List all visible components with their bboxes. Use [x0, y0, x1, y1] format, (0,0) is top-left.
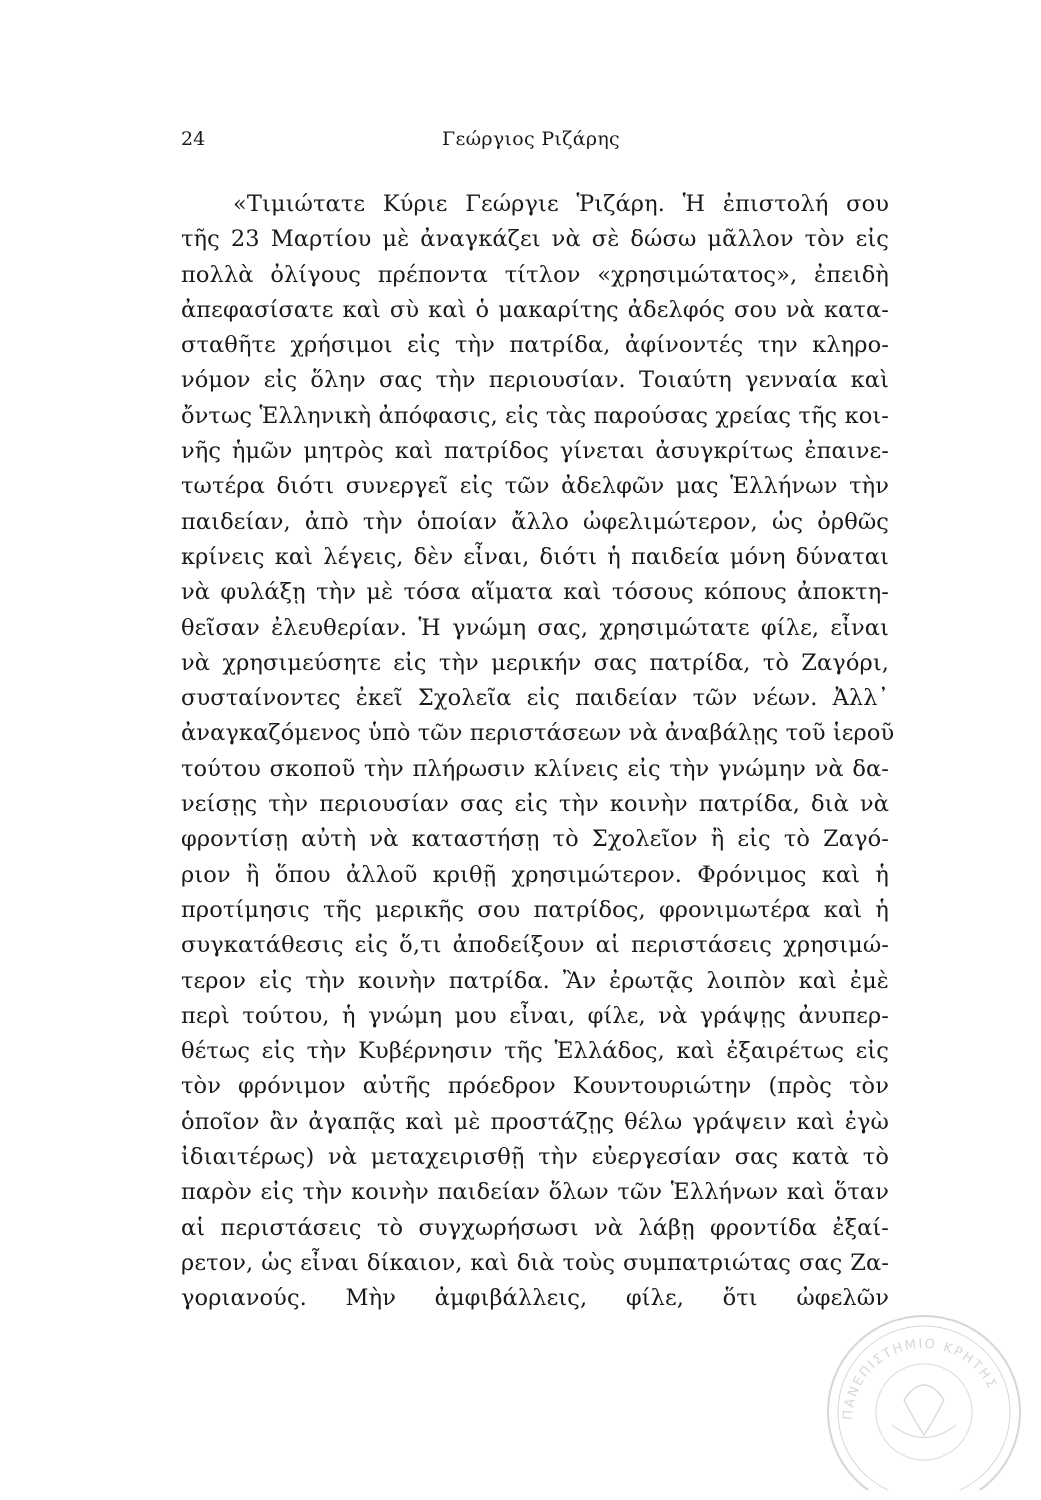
text-line: νῆς ἡμῶν μητρὸς καὶ πατρίδος γίνεται ἀσυγκρίτως ἐπαινε-	[181, 438, 889, 465]
text-line: τούτου σκοποῦ τὴν πλήρωσιν κλίνεις εἰς τὴν γνώμην νὰ δα-	[181, 755, 889, 782]
text-line: θέτως εἰς τὴν Κυβέρνησιν τῆς Ἑλλάδος, καὶ ἐξαιρέτως εἰς	[181, 1038, 889, 1065]
running-title: Γεώργιος Ριζάρης	[442, 128, 620, 150]
text-line: ἰδιαιτέρως) νὰ μεταχειρισθῇ τὴν εὐεργεσίαν σας κατὰ τὸ	[181, 1144, 889, 1171]
text-line: ρετον, ὡς εἶναι δίκαιον, καὶ διὰ τοὺς συμπατριώτας σας Ζα-	[181, 1249, 889, 1276]
seal-arc-text: ΠΑΝΕΠΙΣΤΗΜΙΟ ΚΡΗΤΗΣ	[840, 1336, 1000, 1421]
text-line: τερον εἰς τὴν κοινὴν πατρίδα. Ἂν ἐρωτᾷς λοιπὸν καὶ ἐμὲ	[181, 967, 889, 994]
text-line: ὄντως Ἑλληνικὴ ἀπόφασις, εἰς τὰς παρούσας χρείας τῆς κοι-	[181, 402, 889, 429]
text-line: ὁποῖον ἂν ἀγαπᾷς καὶ μὲ προστάζῃς θέλω γράψειν καὶ ἐγὼ	[181, 1108, 889, 1135]
text-line: παρὸν εἰς τὴν κοινὴν παιδείαν ὅλων τῶν Ἑλλήνων καὶ ὅταν	[181, 1179, 889, 1206]
text-line: τὸν φρόνιμον αὐτῆς πρόεδρον Κουντουριώτην (πρὸς τὸν	[181, 1073, 889, 1100]
text-line: ριον ἢ ὅπου ἀλλοῦ κριθῇ χρησιμώτερον. Φρόνιμος καὶ ἡ	[181, 861, 889, 888]
text-line: προτίμησις τῆς μερικῆς σου πατρίδος, φρονιμωτέρα καὶ ἡ	[181, 896, 889, 923]
text-line: σταθῆτε χρήσιμοι εἰς τὴν πατρίδα, ἀφίνοντές την κληρο-	[181, 332, 889, 359]
text-line: φροντίσῃ αὐτὴ νὰ καταστήσῃ τὸ Σχολεῖον ἢ εἰς τὸ Ζαγό-	[181, 826, 889, 853]
text-line: νὰ χρησιμεύσητε εἰς τὴν μερικήν σας πατρίδα, τὸ Ζαγόρι,	[181, 649, 889, 676]
text-line: αἱ περιστάσεις τὸ συγχωρήσωσι νὰ λάβῃ φροντίδα ἐξαί-	[181, 1214, 889, 1241]
page-header	[181, 128, 881, 158]
text-line: νὰ φυλάξῃ τὴν μὲ τόσα αἵματα καὶ τόσους κόπους ἀποκτη-	[181, 579, 889, 606]
text-line: πολλὰ ὀλίγους πρέποντα τίτλον «χρησιμώτατος», ἐπειδὴ	[181, 261, 889, 288]
body-text	[181, 187, 895, 1317]
text-line: νείσῃς τὴν περιουσίαν σας εἰς τὴν κοινὴν πατρίδα, διὰ νὰ	[181, 791, 889, 818]
text-line: ἀπεφασίσατε καὶ σὺ καὶ ὁ μακαρίτης ἀδελφός σου νὰ κατα-	[181, 296, 889, 323]
text-line: νόμον εἰς ὅλην σας τὴν περιουσίαν. Τοιαύτη γενναία καὶ	[181, 367, 889, 394]
text-line: θεῖσαν ἐλευθερίαν. Ἡ γνώμη σας, χρησιμώτατε φίλε, εἶναι	[181, 614, 889, 641]
text-line: συγκατάθεσις εἰς ὅ,τι ἀποδείξουν αἱ περιστάσεις χρησιμώ-	[181, 932, 889, 959]
text-line: περὶ τούτου, ἡ γνώμη μου εἶναι, φίλε, νὰ γράψῃς ἀνυπερ-	[181, 1002, 889, 1029]
text-line: «Τιμιώτατε Κύριε Γεώργιε Ῥιζάρη. Ἡ ἐπιστολή σου	[233, 191, 889, 217]
text-line: κρίνεις καὶ λέγεις, δὲν εἶναι, διότι ἡ παιδεία μόνη δύναται	[181, 543, 889, 570]
text-line: τωτέρα διότι συνεργεῖ εἰς τῶν ἀδελφῶν μας Ἑλλήνων τὴν	[181, 473, 889, 500]
text-line: γοριανούς. Μὴν ἀμφιβάλλεις, φίλε, ὅτι ὠφελῶν	[181, 1285, 889, 1312]
text-line: τῆς 23 Μαρτίου μὲ ἀναγκάζει νὰ σὲ δώσω μᾶλλον τὸν εἰς	[181, 226, 889, 253]
library-seal-stamp	[812, 1300, 1030, 1490]
text-line: ἀναγκαζόμενος ὑπὸ τῶν περιστάσεων νὰ ἀναβάλῃς τοῦ ἱεροῦ	[181, 720, 895, 747]
page-number: 24	[181, 128, 206, 150]
text-line: παιδείαν, ἀπὸ τὴν ὁποίαν ἄλλο ὠφελιμώτερον, ὡς ὀρθῶς	[181, 508, 889, 535]
text-line: συσταίνοντες ἐκεῖ Σχολεῖα εἰς παιδείαν τῶν νέων. Ἀλλ᾽	[181, 685, 889, 712]
